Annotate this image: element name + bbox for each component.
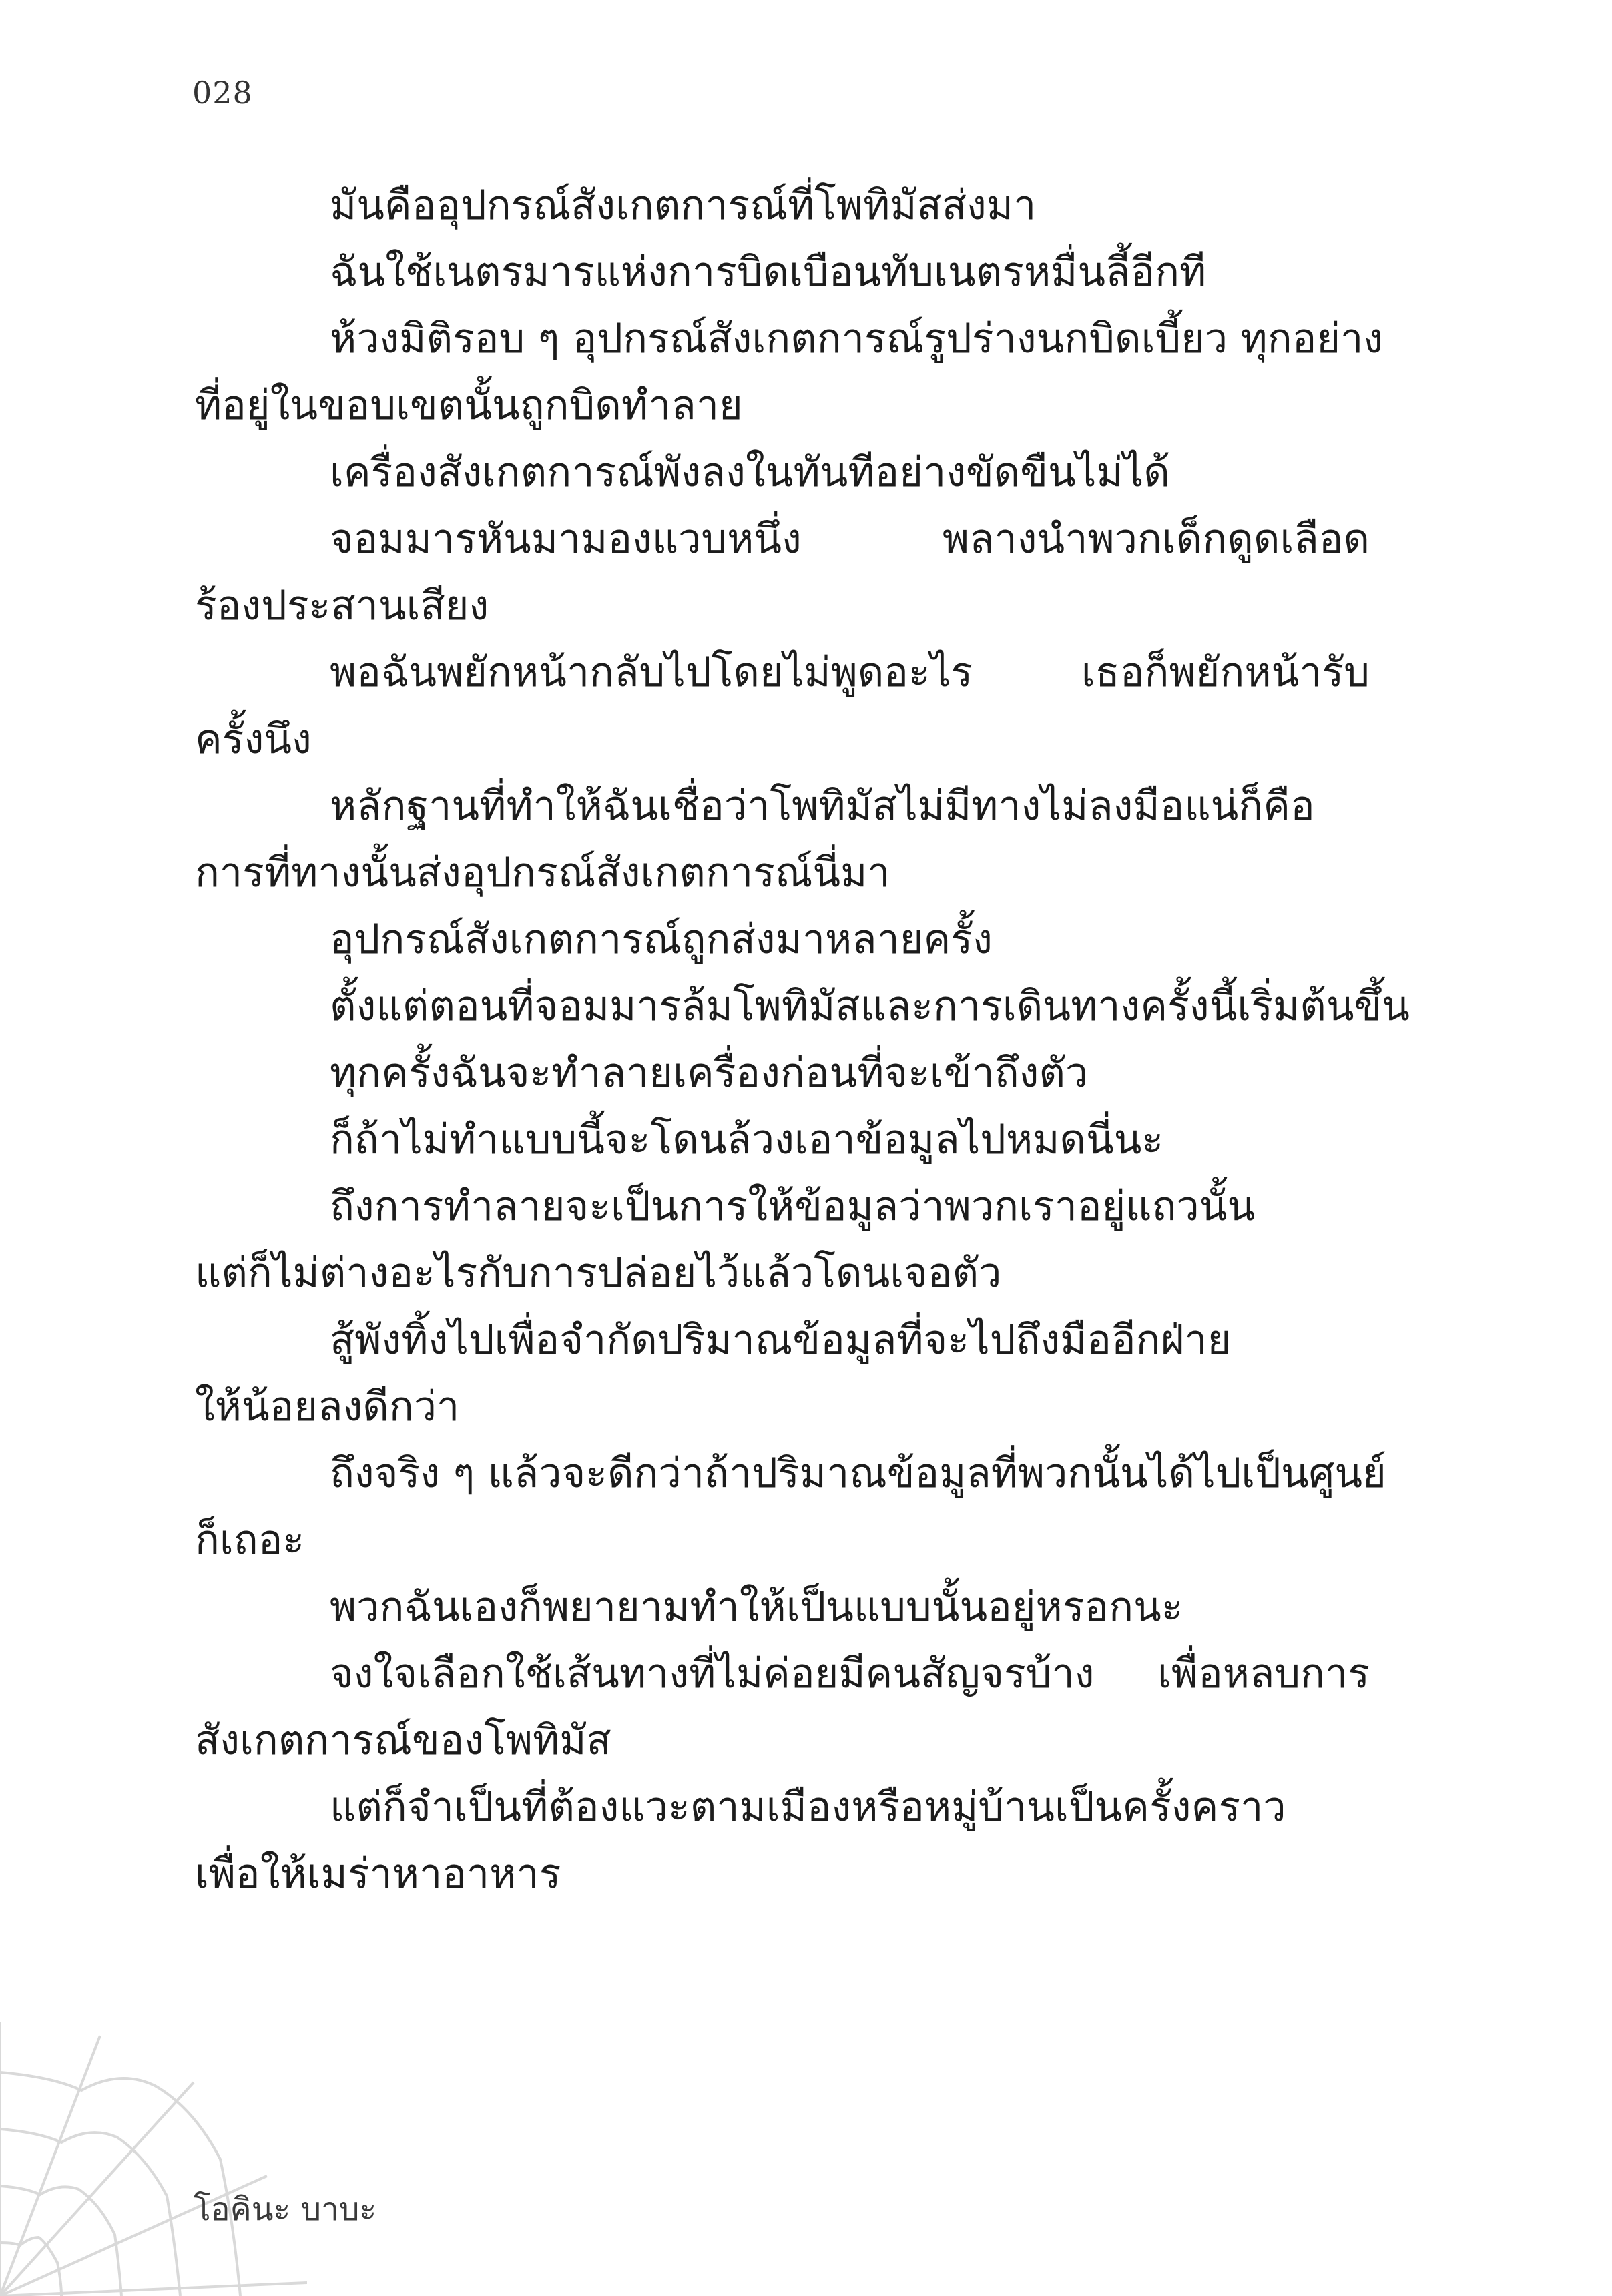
paragraph-line: ถึงการทำลายจะเป็นการให้ข้อมูลว่าพวกเราอยู่แถวนั้น — [330, 1183, 1256, 1230]
paragraph-line: หลักฐานที่ทำให้ฉันเชื่อว่าโพทิมัสไม่มีทางไม่ลงมือแน่ก็คือ — [330, 782, 1315, 830]
spiderweb-decoration-icon — [0, 2022, 307, 2296]
page-number: 028 — [192, 75, 253, 111]
paragraph-line: พวกฉันเองก็พยายามทำให้เป็นแบบนั้นอยู่หรอกนะ — [330, 1583, 1183, 1631]
paragraph-line: จงใจเลือกใช้เส้นทางที่ไม่ค่อยมีคนสัญจรบ้าง เพื่อหลบการ — [330, 1650, 1370, 1697]
paragraph-line: ร้องประสานเสียง — [195, 582, 489, 629]
paragraph-line: ทุกครั้งฉันจะทำลายเครื่องก่อนที่จะเข้าถึงตัว — [330, 1049, 1089, 1097]
paragraph-line: แต่ก็ไม่ต่างอะไรกับการปล่อยไว้แล้วโดนเจอตัว — [195, 1249, 1002, 1297]
paragraph-line: ให้น้อยลงดีกว่า — [195, 1383, 460, 1430]
paragraph-line: อุปกรณ์สังเกตการณ์ถูกส่งมาหลายครั้ง — [330, 916, 993, 963]
paragraph-line: มันคืออุปกรณ์สังเกตการณ์ที่โพทิมัสส่งมา — [330, 182, 1037, 229]
paragraph-line: เพื่อให้เมร่าหาอาหาร — [195, 1850, 561, 1898]
paragraph-line: พอฉันพยักหน้ากลับไปโดยไม่พูดอะไร เธอก็พยักหน้ารับ — [330, 649, 1370, 696]
paragraph-line: ตั้งแต่ตอนที่จอมมารล้มโพทิมัสและการเดินทางครั้งนี้เริ่มต้นขึ้น — [330, 982, 1410, 1030]
paragraph-line: ครั้งนึง — [195, 715, 312, 763]
paragraph-line: ก็เถอะ — [195, 1516, 305, 1564]
paragraph-line: ที่อยู่ในขอบเขตนั้นถูกบิดทำลาย — [195, 382, 743, 429]
paragraph-line: สังเกตการณ์ของโพทิมัส — [195, 1717, 611, 1764]
footer-author: โอคินะ บาบะ — [194, 2191, 377, 2228]
paragraph-line: ฉันใช้เนตรมารแห่งการบิดเบือนทับเนตรหมื่นลี้อีกที — [330, 248, 1207, 296]
paragraph-line: เครื่องสังเกตการณ์พังลงในทันทีอย่างขัดขืนไม่ได้ — [330, 449, 1170, 496]
paragraph-line: ถึงจริง ๆ แล้วจะดีกว่าถ้าปริมาณข้อมูลที่พวกนั้นได้ไปเป็นศูนย์ — [330, 1450, 1386, 1497]
paragraph-line: การที่ทางนั้นส่งอุปกรณ์สังเกตการณ์นี่มา — [195, 849, 890, 896]
paragraph-line: ก็ถ้าไม่ทำแบบนี้จะโดนล้วงเอาข้อมูลไปหมดนี่นะ — [330, 1116, 1164, 1163]
paragraph-line: แต่ก็จำเป็นที่ต้องแวะตามเมืองหรือหมู่บ้านเป็นครั้งคราว — [330, 1783, 1286, 1831]
paragraph-line: สู้พังทิ้งไปเพื่อจำกัดปริมาณข้อมูลที่จะไปถึงมืออีกฝ่าย — [330, 1316, 1232, 1364]
paragraph-line: จอมมารหันมามองแวบหนึ่ง พลางนำพวกเด็กดูดเลือด — [330, 515, 1370, 563]
paragraph-line: ห้วงมิติรอบ ๆ อุปกรณ์สังเกตการณ์รูปร่างนกบิดเบี้ยว ทุกอย่าง — [330, 315, 1384, 362]
